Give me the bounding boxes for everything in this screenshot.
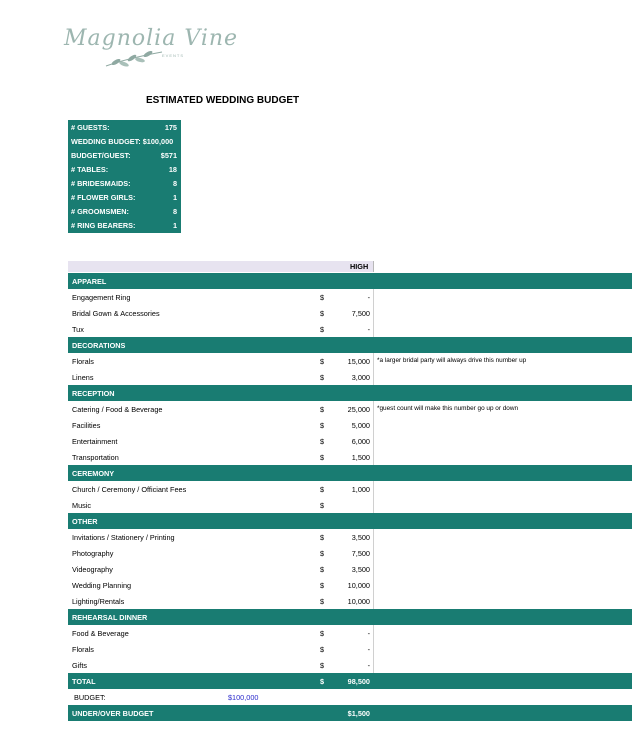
table-row: [68, 433, 632, 449]
currency-symbol: $: [320, 309, 325, 318]
table-row: [68, 561, 632, 577]
currency-symbol: $: [320, 357, 325, 366]
line-item-label: Tux: [72, 325, 84, 334]
section-title: CEREMONY: [72, 469, 115, 478]
total-label: TOTAL: [72, 677, 96, 686]
summary-value: $571: [160, 151, 177, 160]
currency-symbol: $: [320, 437, 325, 446]
under-over-label: UNDER/OVER BUDGET: [72, 709, 154, 718]
amount-high: 3,000: [351, 373, 370, 382]
currency-symbol: $: [320, 661, 325, 670]
column-divider: [373, 577, 374, 593]
summary-label: # GUESTS:: [71, 123, 110, 132]
line-item-label: Florals: [72, 645, 94, 654]
currency-symbol: $: [320, 405, 325, 414]
line-item-label: Facilities: [72, 421, 101, 430]
summary-row: [68, 134, 181, 148]
summary-row: [68, 218, 181, 232]
section-title: DECORATIONS: [72, 341, 126, 350]
line-item-label: Invitations / Stationery / Printing: [72, 533, 175, 542]
summary-value: 8: [172, 207, 177, 216]
column-divider: [373, 305, 374, 321]
page-title: ESTIMATED WEDDING BUDGET: [146, 95, 300, 106]
summary-value: 8: [172, 179, 177, 188]
summary-value: 175: [164, 123, 177, 132]
budget-row: [68, 689, 632, 705]
currency-symbol: $: [320, 293, 325, 302]
currency-symbol: $: [320, 629, 325, 638]
line-item-label: Engagement Ring: [72, 293, 131, 302]
table-row: [68, 369, 632, 385]
line-item-label: Wedding Planning: [72, 581, 132, 590]
currency-symbol: $: [320, 677, 325, 686]
amount-high: 7,500: [351, 309, 370, 318]
column-divider: [373, 369, 374, 385]
summary-row: [68, 120, 181, 134]
amount-high: -: [367, 661, 370, 670]
logo-name: Magnolia Vine: [64, 26, 239, 51]
column-divider: [373, 561, 374, 577]
line-item-label: Gifts: [72, 661, 87, 670]
logo-sub: EVENTS: [162, 53, 185, 58]
amount-high: 15,000: [347, 357, 370, 366]
column-divider: [373, 657, 374, 673]
line-item-label: Florals: [72, 357, 94, 366]
column-divider: [373, 481, 374, 497]
table-row: [68, 657, 632, 673]
under-over-amount: $1,500: [347, 709, 370, 718]
summary-row: [68, 190, 181, 204]
line-item-label: Church / Ceremony / Officiant Fees: [72, 485, 187, 494]
amount-high: -: [367, 325, 370, 334]
amount-high: 1,500: [351, 453, 370, 462]
line-item-label: Photography: [72, 549, 114, 558]
column-divider: [373, 449, 374, 465]
column-divider: [373, 625, 374, 641]
summary-row: [68, 176, 181, 190]
line-item-label: Lighting/Rentals: [72, 597, 125, 606]
column-divider: [373, 261, 374, 272]
currency-symbol: $: [320, 645, 325, 654]
total-row: [68, 673, 632, 689]
column-divider: [373, 529, 374, 545]
section-title: RECEPTION: [72, 389, 115, 398]
section-header: [68, 513, 632, 529]
section-header: [68, 385, 632, 401]
column-divider: [373, 641, 374, 657]
summary-row: [68, 148, 181, 162]
table-row: [68, 305, 632, 321]
column-divider: [373, 401, 374, 417]
amount-high: 6,000: [351, 437, 370, 446]
table-row: [68, 625, 632, 641]
summary-value: 1: [172, 221, 177, 230]
budget-value: $100,000: [228, 693, 259, 702]
summary-value: 1: [172, 193, 177, 202]
table-row: [68, 593, 632, 609]
budget-label: BUDGET:: [74, 693, 106, 702]
section-title: REHEARSAL DINNER: [72, 613, 148, 622]
summary-row: [68, 204, 181, 218]
line-item-note: *guest count will make this number go up or down: [377, 405, 519, 412]
summary-label: # TABLES:: [71, 165, 109, 174]
column-header-band: [68, 261, 373, 272]
section-header: [68, 609, 632, 625]
line-item-label: Food & Beverage: [72, 629, 129, 638]
table-row: [68, 353, 632, 369]
amount-high: 7,500: [351, 549, 370, 558]
amount-high: 10,000: [347, 581, 370, 590]
amount-high: 5,000: [351, 421, 370, 430]
column-divider: [373, 497, 374, 513]
amount-high: 25,000: [347, 405, 370, 414]
section-header: [68, 273, 632, 289]
column-divider: [373, 321, 374, 337]
table-row: [68, 545, 632, 561]
amount-high: -: [367, 645, 370, 654]
currency-symbol: $: [320, 533, 325, 542]
currency-symbol: $: [320, 581, 325, 590]
table-row: [68, 417, 632, 433]
summary-label: # FLOWER GIRLS:: [71, 193, 136, 202]
currency-symbol: $: [320, 373, 325, 382]
column-header-high: HIGH: [350, 262, 369, 271]
column-divider: [373, 433, 374, 449]
table-row: [68, 577, 632, 593]
summary-value: 18: [168, 165, 177, 174]
table-row: [68, 321, 632, 337]
amount-high: 3,500: [351, 533, 370, 542]
line-item-label: Music: [72, 501, 92, 510]
table-row: [68, 497, 632, 513]
currency-symbol: $: [320, 453, 325, 462]
currency-symbol: $: [320, 549, 325, 558]
line-item-label: Transportation: [72, 453, 119, 462]
table-row: [68, 289, 632, 305]
line-item-note: *a larger bridal party will always drive this number up: [377, 357, 527, 364]
line-item-label: Videography: [72, 565, 113, 574]
amount-high: 1,000: [351, 485, 370, 494]
summary-label: BUDGET/GUEST:: [71, 151, 131, 160]
table-row: [68, 449, 632, 465]
summary-label: # GROOMSMEN:: [71, 207, 129, 216]
currency-symbol: $: [320, 325, 325, 334]
amount-high: 3,500: [351, 565, 370, 574]
line-item-label: Catering / Food & Beverage: [72, 405, 163, 414]
summary-label: # RING BEARERS:: [71, 221, 136, 230]
section-header: [68, 465, 632, 481]
column-divider: [373, 289, 374, 305]
line-item-label: Entertainment: [72, 437, 118, 446]
table-row: [68, 401, 632, 417]
amount-high: -: [367, 629, 370, 638]
section-title: APPAREL: [72, 277, 107, 286]
currency-symbol: $: [320, 597, 325, 606]
section-title: OTHER: [72, 517, 98, 526]
line-item-label: Bridal Gown & Accessories: [72, 309, 160, 318]
currency-symbol: $: [320, 485, 325, 494]
column-divider: [373, 417, 374, 433]
leaf-branch-icon: [104, 48, 164, 70]
summary-label: WEDDING BUDGET: $100,000: [71, 137, 174, 146]
currency-symbol: $: [320, 565, 325, 574]
currency-symbol: $: [320, 421, 325, 430]
amount-high: -: [367, 293, 370, 302]
table-row: [68, 481, 632, 497]
column-divider: [373, 593, 374, 609]
column-divider: [373, 353, 374, 369]
amount-high: 10,000: [347, 597, 370, 606]
logo: [64, 22, 239, 80]
table-row: [68, 641, 632, 657]
summary-label: # BRIDESMAIDS:: [71, 179, 131, 188]
column-divider: [373, 545, 374, 561]
table-row: [68, 529, 632, 545]
summary-row: [68, 162, 181, 176]
line-item-label: Linens: [72, 373, 94, 382]
summary-panel: [68, 120, 181, 233]
section-header: [68, 337, 632, 353]
total-amount: 98,500: [347, 677, 370, 686]
under-over-row: [68, 705, 632, 721]
currency-symbol: $: [320, 501, 325, 510]
